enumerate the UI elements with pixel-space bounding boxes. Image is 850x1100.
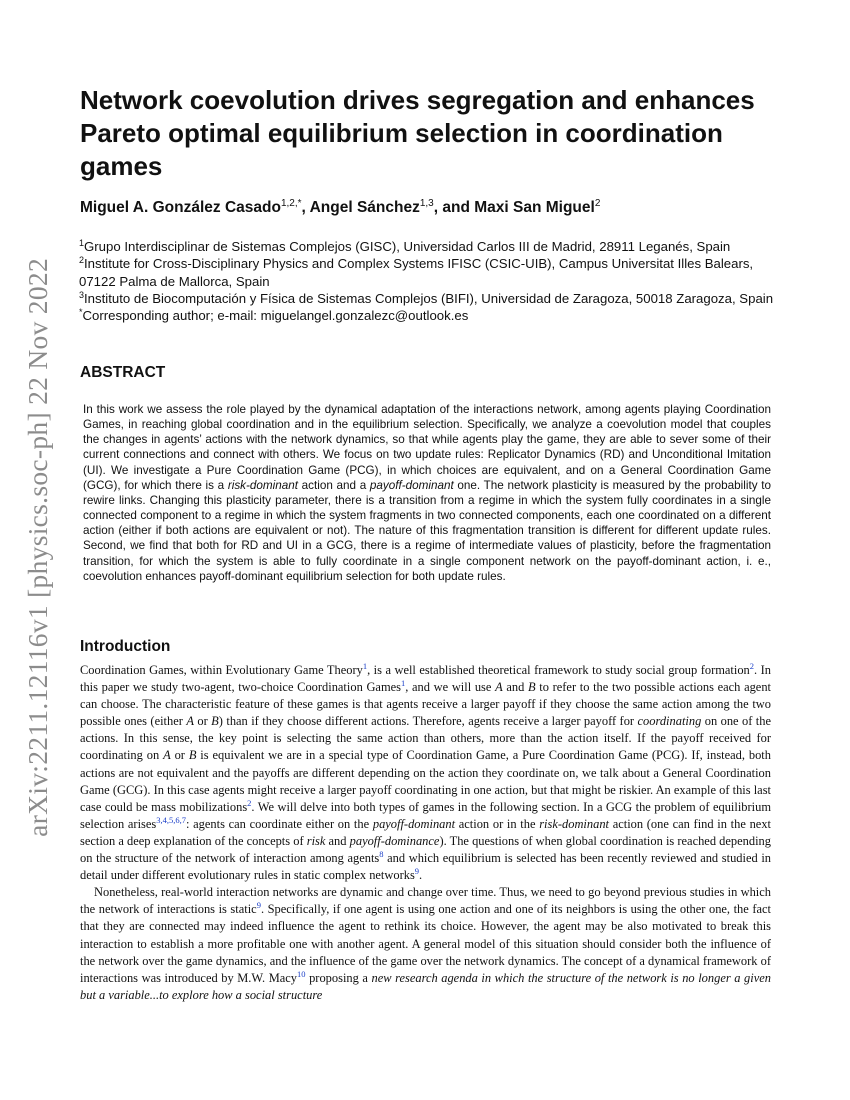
- abstract-emphasis: risk-dominant: [227, 478, 298, 492]
- citation-link[interactable]: 2: [749, 661, 755, 671]
- math-symbol: A: [186, 714, 194, 729]
- affiliation-marker: 1: [79, 238, 85, 248]
- citation-link[interactable]: 1: [362, 661, 368, 671]
- text-segment: and which equilibrium is selected has been recently reviewed and studied in detail under different evolutionary rules in static complex networks: [80, 851, 772, 883]
- affiliation: [79, 290, 779, 307]
- text-segment: proposing a: [305, 970, 372, 985]
- text-segment: ). The questions of when global coordination is reached depending on the structure of the network of interaction among agents: [80, 833, 771, 866]
- citation-link[interactable]: 8: [379, 849, 384, 860]
- text-segment: on one of the actions. In this sense, the key point is selecting the same action than others, more than the action itself. If the payoff received for coordinating on: [80, 714, 771, 763]
- author-affiliation-marker: 1,2,*: [280, 198, 302, 209]
- text-segment: Nonetheless, real-world interaction networks are dynamic and change over time. Thus, we need to go beyond previous studies in which the network of interactions is static: [80, 885, 771, 917]
- arxiv-id-text: arXiv:2211.12116v1 [physics.soc-ph] 22 Nov 2022: [22, 258, 53, 837]
- text-segment: Coordination Games, within Evolutionary Game Theory: [80, 663, 363, 677]
- text-segment: : agents can coordinate either on the: [185, 816, 373, 831]
- math-symbol: B: [528, 680, 536, 695]
- text-segment: action or in the: [455, 816, 540, 831]
- author-name: Angel Sánchez: [309, 199, 420, 217]
- author-name: Maxi San Miguel: [474, 199, 595, 217]
- text-segment: is equivalent we are in a special type of Coordination Game, a Pure Coordination Game (PCG). If, instead, both actions are not equivalent and the payoffs are different depending on the action they coordinate on, we talk about a General Coordination Game (GCG). In this case agents might receive a larger payoff coordinating in one action, but that might be riskier. An example of this last case could be mass mobilizations: [80, 748, 771, 814]
- abstract-heading: ABSTRACT: [80, 364, 166, 381]
- emphasis-text: payoff-dominant: [372, 816, 456, 831]
- text-segment: ) than if they choose different actions. Therefore, agents receive a larger payoff for: [218, 714, 638, 729]
- text-segment: and: [502, 680, 528, 695]
- emphasis-text: coordinating: [637, 714, 702, 729]
- affiliation-text: Institute for Cross-Disciplinary Physics and Complex Systems IFISC (CSIC-UIB), Campus Universitat Illes Balears, 07122 Palma de Mallorca, Spain: [79, 256, 754, 289]
- introduction-paragraph-2: [80, 884, 771, 1004]
- text-segment: to refer to the two possible actions each agent can choose. The characteristic feature of these games is that agents receive a larger payoff if they choose the same action among the two possible ones (either: [80, 680, 771, 729]
- citation-link[interactable]: 9: [414, 866, 420, 877]
- abstract-text: [83, 402, 771, 584]
- text-segment: . We will delve into both types of games in the following section. In a GCG the problem of equilibrium selection arises: [80, 799, 772, 831]
- text-segment: , is a well established theoretical framework to study social group formation: [367, 663, 750, 677]
- math-symbol: A: [495, 680, 503, 695]
- affiliation-marker: *: [79, 307, 83, 318]
- affiliation-text: Instituto de Biocomputación y Física de Sistemas Complejos (BIFI), Universidad de Zaragoza, 50018 Zaragoza, Spain: [84, 290, 774, 306]
- affiliation: [79, 238, 779, 255]
- abstract-segment: action and a: [298, 478, 370, 492]
- abstract-segment: In this work we assess the role played by the dynamical adaptation of the interactions network, among agents playing Coordination Games, in reaching global coordination and in the equilibrium selection. Specifically, we analyze a coevolution model that couples the changes in agents’ actions with the network dynamics, so that while agents play the game, they are able to sever some of their current connections and connect with others. We focus on two update rules: Replicator Dynamics (RD) and Unconditional Imitation (UI). We investigate a Pure Coordination Game (PCG), in which choices are equivalent, and on a General Coordination Game (GCG), for which there is a: [83, 403, 771, 492]
- math-symbol: B: [211, 714, 219, 729]
- citation-link[interactable]: 10: [297, 968, 306, 979]
- text-segment: . In this paper we study two-agent, two-choice Coordination Games: [80, 663, 771, 695]
- emphasis-text: risk-dominant: [539, 816, 609, 831]
- affiliation: [79, 255, 779, 290]
- paper-title: Network coevolution drives segregation and enhances Pareto optimal equilibrium selection in coordination games: [80, 85, 755, 181]
- corresponding-author-text: Corresponding author; e-mail: miguelangel.gonzalezc@outlook.es: [82, 308, 469, 324]
- affiliation-list: [79, 238, 779, 324]
- author-affiliation-marker: 1,3: [419, 198, 434, 209]
- introduction-paragraph-1: [80, 662, 771, 884]
- text-segment: , and we will use: [405, 680, 496, 695]
- author-list: [80, 198, 780, 217]
- affiliation-marker: 2: [79, 255, 85, 266]
- text-segment: or: [193, 714, 212, 729]
- abstract-segment: one. The network plasticity is measured by the probability to rewire links. Changing this plasticity parameter, there is a transition from a regime in which the system fully coordinates in a single connected component to a regime in which the system fragments in two connected components, each one coordinated on a different action (either if both actions are equivalent or not). The nature of this fragmentation transition is different for different update rules. Second, we find that both for RD and UI in a GCG, there is a regime of intermediate values of plasticity, before the fragmentation transition, for which the system is able to fully coordinate in a single component network on the payoff-dominant action, i. e., coevolution enhances payoff-dominant equilibrium selection for both update rules.: [83, 478, 771, 583]
- emphasis-text: new research agenda in which the structure of the network is no longer a given but a variable...to explore how a social structure: [80, 970, 771, 1002]
- text-segment: and: [325, 833, 350, 848]
- affiliation-marker: 3: [79, 289, 85, 300]
- math-symbol: B: [188, 748, 197, 763]
- author-affiliation-marker: 2: [594, 198, 601, 209]
- citation-link[interactable]: 2: [247, 797, 252, 808]
- text-segment: or: [170, 748, 189, 763]
- introduction-heading: Introduction: [80, 638, 171, 655]
- citation-link[interactable]: 1: [401, 678, 406, 689]
- emphasis-text: payoff-dominance: [349, 833, 440, 848]
- text-segment: . Specifically, if one agent is using one action and one of its neighbors is using the other one, the fact that they are connected may indeed influence the agent to rethink its choice. However, the agent may be also motivated to break this interaction to establish a more profitable one with another agent. A general model of this situation should consider both the influence of the network over the game dynamics, and the influence of the game over the network dynamics. The concept of a dynamical framework of interactions was introduced by M.W. Macy: [80, 902, 771, 985]
- citation-link[interactable]: 9: [256, 900, 261, 911]
- abstract-emphasis: payoff-dominant: [369, 478, 454, 492]
- corresponding-author: [79, 307, 779, 324]
- author-name: Miguel A. González Casado: [80, 199, 281, 217]
- emphasis-text: risk: [306, 833, 326, 848]
- text-segment: action (one can find in the next section a deep explanation of the concepts of: [80, 816, 771, 848]
- text-segment: .: [419, 868, 423, 883]
- introduction-body: [80, 662, 771, 1004]
- author-separator: ,: [301, 199, 310, 217]
- affiliation-text: Grupo Interdisciplinar de Sistemas Complejos (GISC), Universidad Carlos III de Madrid, 28911 Leganés, Spain: [84, 239, 731, 254]
- math-symbol: A: [163, 748, 171, 763]
- citation-link[interactable]: 3,4,5,6,7: [156, 814, 186, 825]
- author-separator: , and: [433, 199, 475, 217]
